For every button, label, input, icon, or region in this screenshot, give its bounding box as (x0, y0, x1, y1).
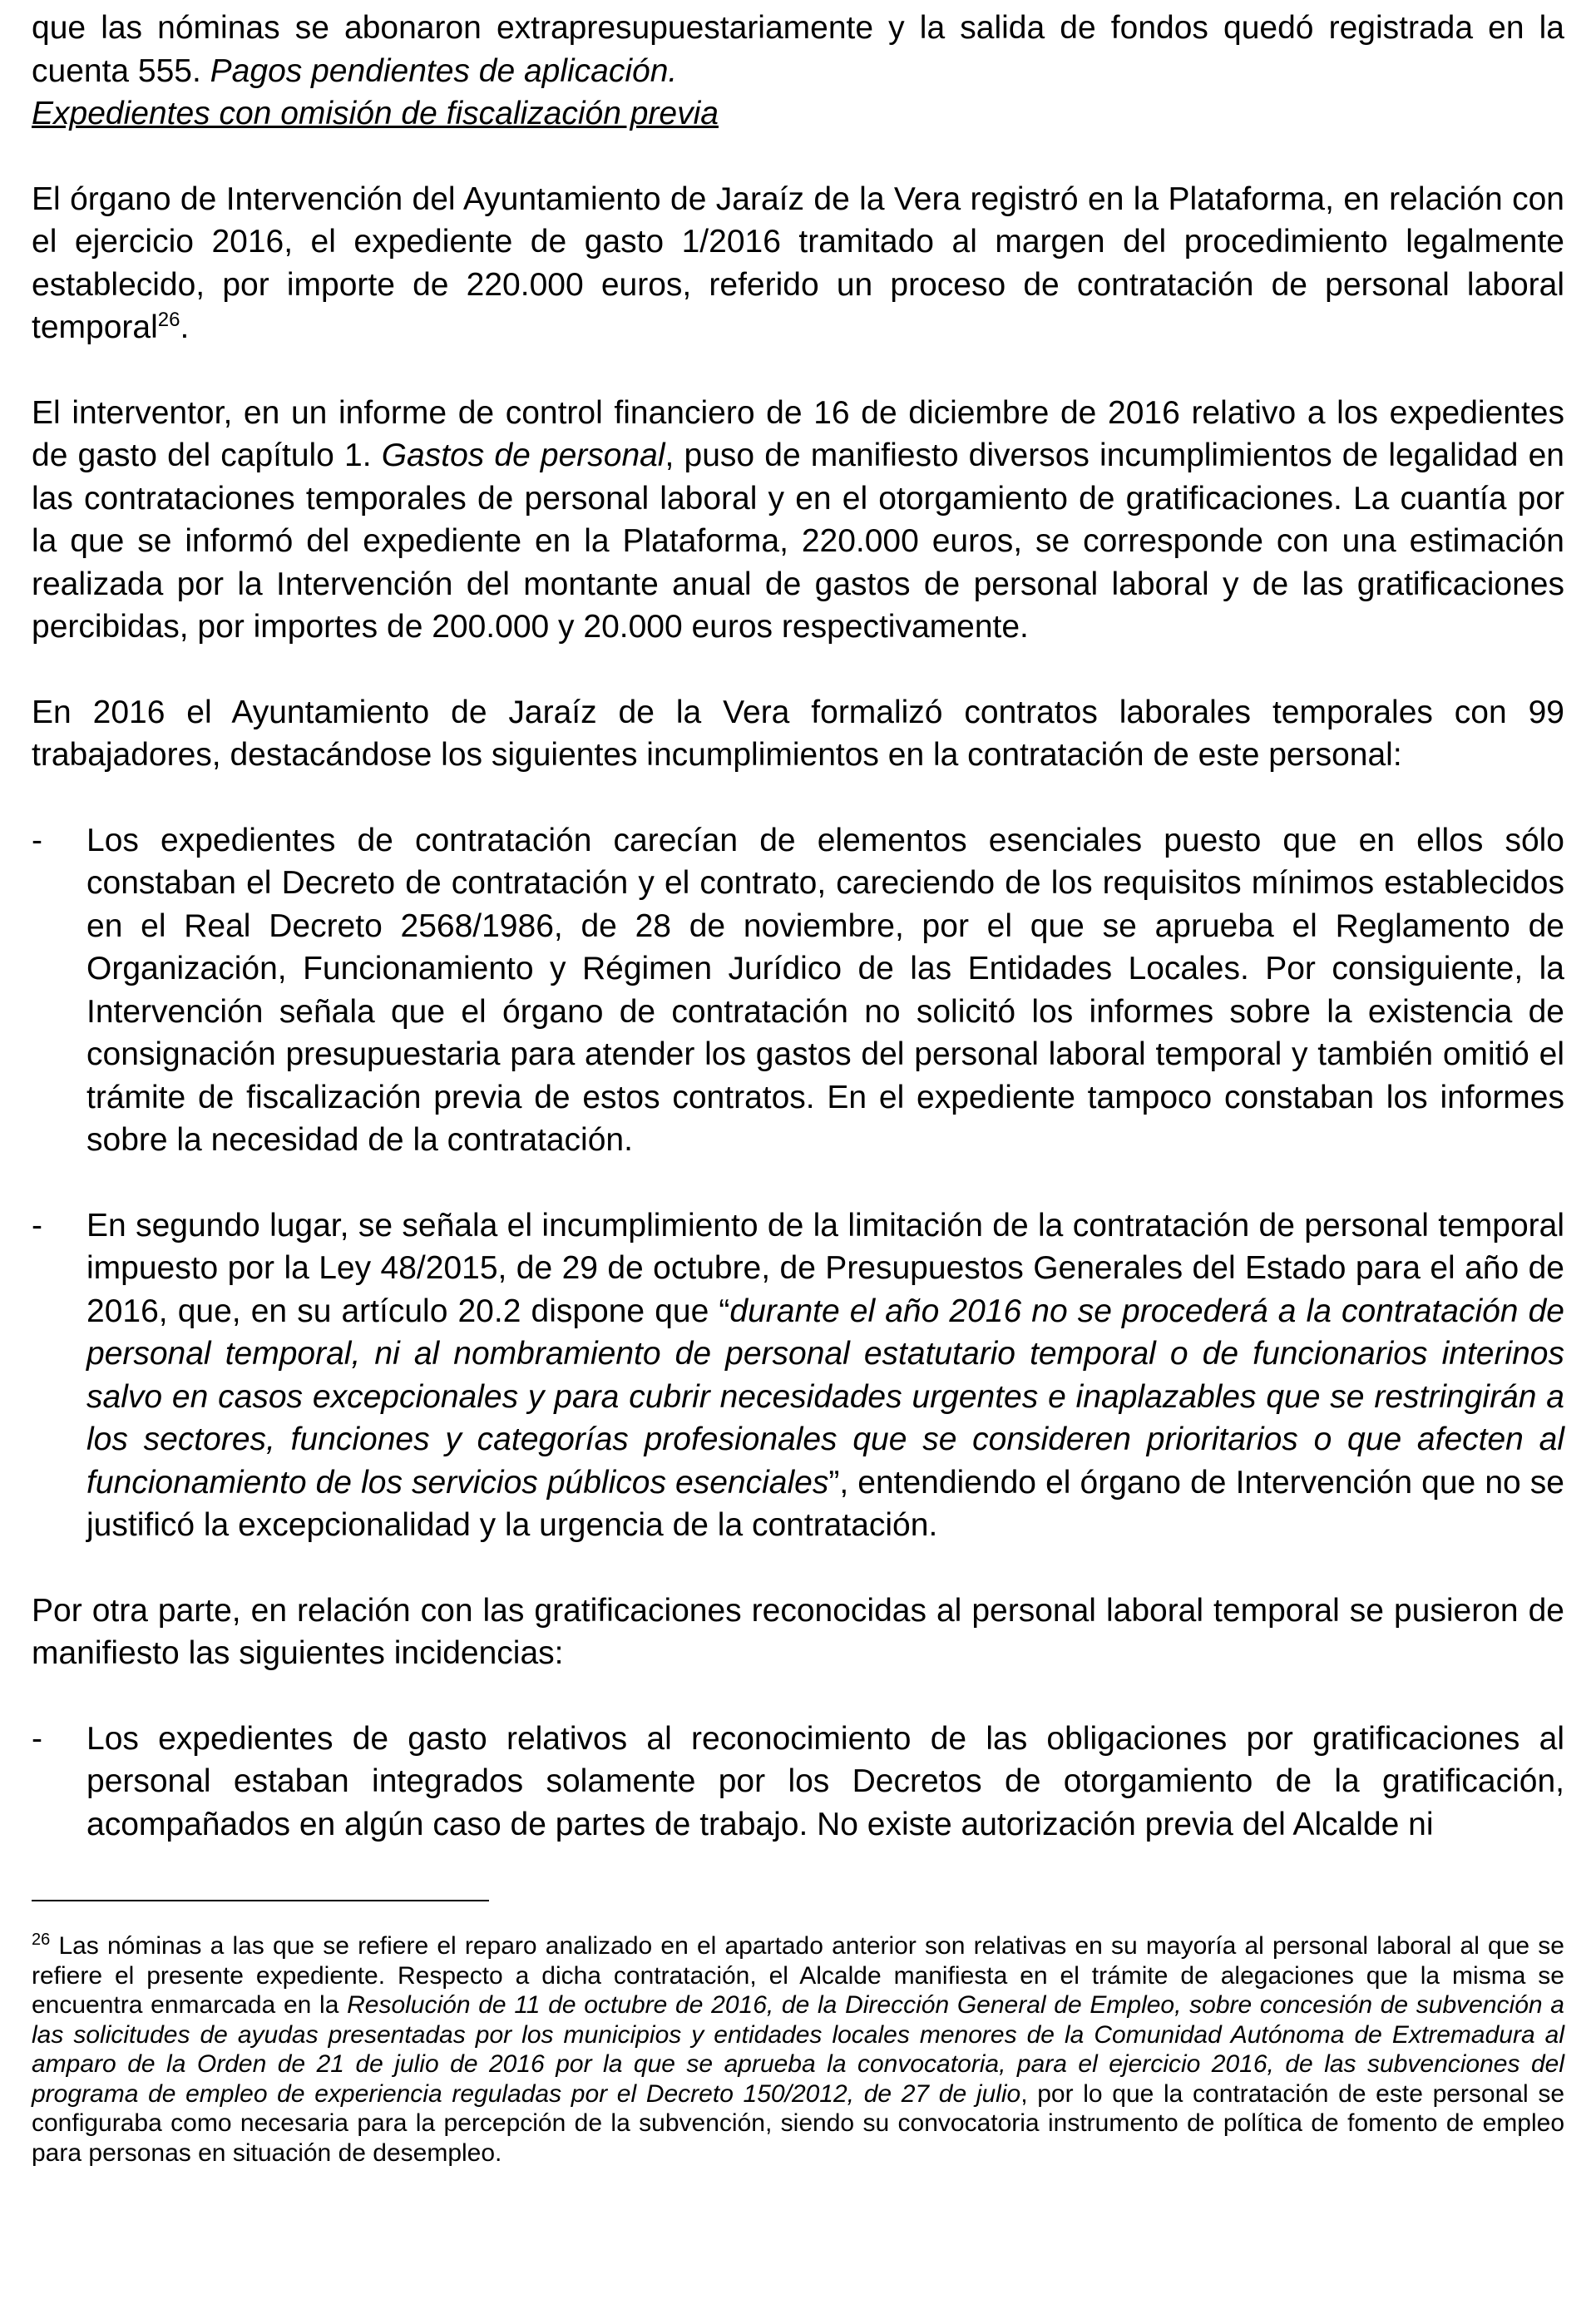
paragraph-interventor (32, 392, 1564, 649)
paragraph-nominas (32, 7, 1564, 92)
list-item-limitacion-text-a: En segundo lugar, se señala el incumplimiento de la limitación de la contratación de personal temporal impuesto por la Ley 48/2015, de 29 de octubre, de Presupuestos Generales del Estado para el año de 2016, que, en su artículo 20.2 dispone que “ (86, 1207, 1564, 1329)
list-item-gratificaciones (32, 1718, 1564, 1847)
footnote-number: 26 (32, 1931, 51, 1949)
list-dash: - (32, 1720, 42, 1757)
list-item-gratificaciones-text: Los expedientes de gasto relativos al reconocimiento de las obligaciones por gratificaciones al personal estaban integrados solamente por los Decretos de otorgamiento de la gratificación, acompañados en algún caso de partes de trabajo. No existe autorización previa del Alcalde ni (86, 1720, 1564, 1842)
list-item-limitacion (32, 1204, 1564, 1547)
footnote (32, 1931, 1564, 2168)
paragraph-contratos: En 2016 el Ayuntamiento de Jaraíz de la Vera formalizó contratos laborales temporales con 99 trabajadores, destacándose los siguientes incumplimientos en la contratación de este personal: (32, 694, 1564, 773)
list-item-limitacion-text-b: ”, entendiendo el órgano de Intervención que no se justificó la excepcionalidad y la urgencia de la contratación. (86, 1464, 1564, 1543)
section-heading: Expedientes con omisión de fiscalización previa (32, 96, 719, 131)
list-item-expedientes-text: Los expedientes de contratación carecían de elementos esenciales puesto que en ellos sólo constaban el Decreto de contratación y el contrato, careciendo de los requisitos mínimos establecidos en el Real Decreto 2568/1986, de 28 de noviembre, por el que se aprueba el Reglamento de Organización, Funcionamiento y Régimen Jurídico de las Entidades Locales. Por consiguiente, la Intervención señala que el órgano de contratación no solicitó los informes sobre la existencia de consignación presupuestaria para atender los gastos del personal laboral temporal y también omitió el trámite de fiscalización previa de estos contratos. En el expediente tampoco constaban los informes sobre la necesidad de la contratación. (86, 822, 1564, 1158)
footnote-text-b: , por lo que la contratación de este personal se configuraba como necesaria para la percepción de la subvención, siendo su convocatoria instrumento de política de fomento de empleo para personas en situación de desempleo. (32, 2079, 1565, 2167)
paragraph-interventor-text-b: , puso de manifiesto diversos incumplimientos de legalidad en las contrataciones temporales de personal laboral y en el otorgamiento de gratificaciones. La cuantía por la que se informó del expediente en la Plataforma, 220.000 euros, se corresponde con una estimación realizada por la Intervención del montante anual de gastos de personal laboral y de las gratificaciones percibidas, por importes de 200.000 y 20.000 euros respectivamente. (32, 438, 1564, 645)
footnote-italic: Resolución de 11 de octubre de 2016, de la Dirección General de Empleo, sobre concesión de subvención a las solicitudes de ayudas presentadas por los municipios y entidades locales menores de la Comunidad Autónoma de Extremadura al amparo de la Orden de 21 de julio de 2016 por la que se aprueba la convocatoria, para el ejercicio 2016, de las subvenciones del programa de empleo de experiencia reguladas por el Decreto 150/2012, de 27 de julio (32, 1991, 1564, 2108)
list-item-expedientes (32, 819, 1564, 1162)
paragraph-gratificaciones: Por otra parte, en relación con las gratificaciones reconocidas al personal laboral temporal se pusieron de manifiesto las siguientes incidencias: (32, 1592, 1564, 1671)
paragraph-nominas-text: que las nóminas se abonaron extrapresupuestariamente y la salida de fondos quedó registrada en la cuenta 555. (32, 10, 1564, 89)
paragraph-interventor-text-a: El interventor, en un informe de control financiero de 16 de diciembre de 2016 relativo a los expedientes de gasto del capítulo 1. (32, 394, 1564, 473)
paragraph-registro-end: . (180, 309, 190, 345)
list-dash: - (32, 1207, 42, 1243)
paragraph-registro (32, 178, 1564, 349)
document-page (32, 7, 1564, 1846)
paragraph-nominas-account: Pagos pendientes de aplicación. (210, 52, 678, 89)
paragraph-registro-text: El órgano de Intervención del Ayuntamiento de Jaraíz de la Vera registró en la Plataforma, en relación con el ejercicio 2016, el expediente de gasto 1/2016 tramitado al margen del procedimiento legalmente establecido, por importe de 220.000 euros, referido un proceso de contratación de personal laboral temporal (32, 180, 1564, 345)
list-dash: - (32, 822, 42, 858)
list-item-limitacion-quote: durante el año 2016 no se procederá a la contratación de personal temporal, ni al nombramiento de personal estatutario temporal o de funcionarios interinos salvo en casos excepcionales y para cubrir necesidades urgentes e inaplazables que se restringirán a los sectores, funciones y categorías profesionales que se consideren prioritarios o que afecten al funcionamiento de los servicios públicos esenciales (86, 1293, 1564, 1501)
paragraph-interventor-italic: Gastos de personal (381, 438, 665, 473)
footnote-reference[interactable]: 26 (157, 309, 180, 331)
footnote-separator (32, 1900, 489, 1901)
footnote-text-a: Las nóminas a las que se refiere el reparo analizado en el apartado anterior son relativas en su mayoría al personal laboral al que se refiere el presente expediente. Respecto a dicha contratación, el Alcalde manifiesta en el trámite de alegaciones que la misma se encuentra enmarcada en la (32, 1932, 1564, 2019)
